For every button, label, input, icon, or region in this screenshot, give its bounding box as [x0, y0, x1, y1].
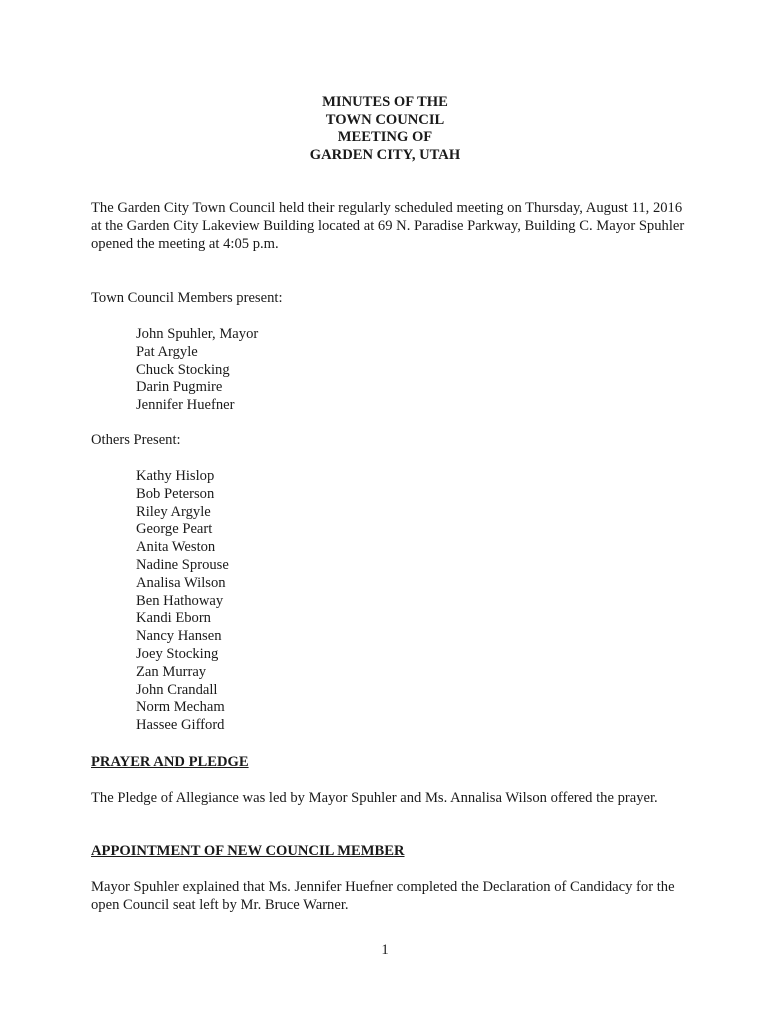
- attendee: Kathy Hislop: [136, 468, 215, 484]
- council-member: Chuck Stocking: [136, 361, 230, 378]
- attendee: John Crandall: [136, 681, 218, 698]
- attendee: Joey Stocking: [136, 645, 219, 662]
- council-members-label: Town Council Members present:: [91, 290, 283, 306]
- council-member: Jennifer Huefner: [136, 397, 235, 414]
- attendee: George Peart: [136, 521, 213, 538]
- title-line: TOWN COUNCIL: [325, 111, 445, 128]
- title-line: GARDEN CITY, UTAH: [309, 146, 461, 163]
- attendee: Bob Peterson: [136, 485, 215, 502]
- council-members-list: [136, 326, 258, 415]
- section-body-prayer-pledge: The Pledge of Allegiance was led by Mayor Spuhler and Ms. Annalisa Wilson offered the prayer.: [91, 790, 658, 806]
- title-line: MEETING OF: [337, 129, 433, 146]
- attendee: Kandi Eborn: [136, 610, 211, 627]
- attendee: Norm Mecham: [136, 699, 225, 716]
- others-present-label: Others Present:: [91, 432, 181, 448]
- intro-paragraph: The Garden City Town Council held their regularly scheduled meeting on Thursday, August 11, 2016 at the Garden City Lakeview Building located at 69 N. Paradise Parkway, Building C. Mayor Spuhler opened the meeting at 4:05 p.m.: [91, 200, 685, 252]
- attendee: Anita Weston: [136, 539, 216, 556]
- section-heading-prayer-pledge: PRAYER AND PLEDGE: [91, 754, 249, 770]
- attendee: Nancy Hansen: [136, 628, 222, 645]
- document-title: [0, 94, 770, 164]
- title-line: MINUTES OF THE: [322, 94, 448, 110]
- others-present-list: [136, 468, 229, 735]
- council-member: John Spuhler, Mayor: [136, 326, 259, 342]
- attendee: Analisa Wilson: [136, 574, 226, 591]
- attendee: Hassee Gifford: [136, 717, 225, 734]
- attendee: Riley Argyle: [136, 503, 211, 520]
- attendee: Ben Hathoway: [136, 592, 224, 609]
- attendee: Zan Murray: [136, 663, 207, 680]
- council-member: Darin Pugmire: [136, 379, 223, 396]
- section-body-new-council-member: Mayor Spuhler explained that Ms. Jennifer Huefner completed the Declaration of Candidacy for the open Council seat left by Mr. Bruce Warner.: [91, 879, 675, 913]
- page-number: 1: [381, 942, 389, 958]
- attendee: Nadine Sprouse: [136, 556, 229, 573]
- council-member: Pat Argyle: [136, 343, 198, 360]
- section-heading-new-council-member: APPOINTMENT OF NEW COUNCIL MEMBER: [91, 843, 405, 859]
